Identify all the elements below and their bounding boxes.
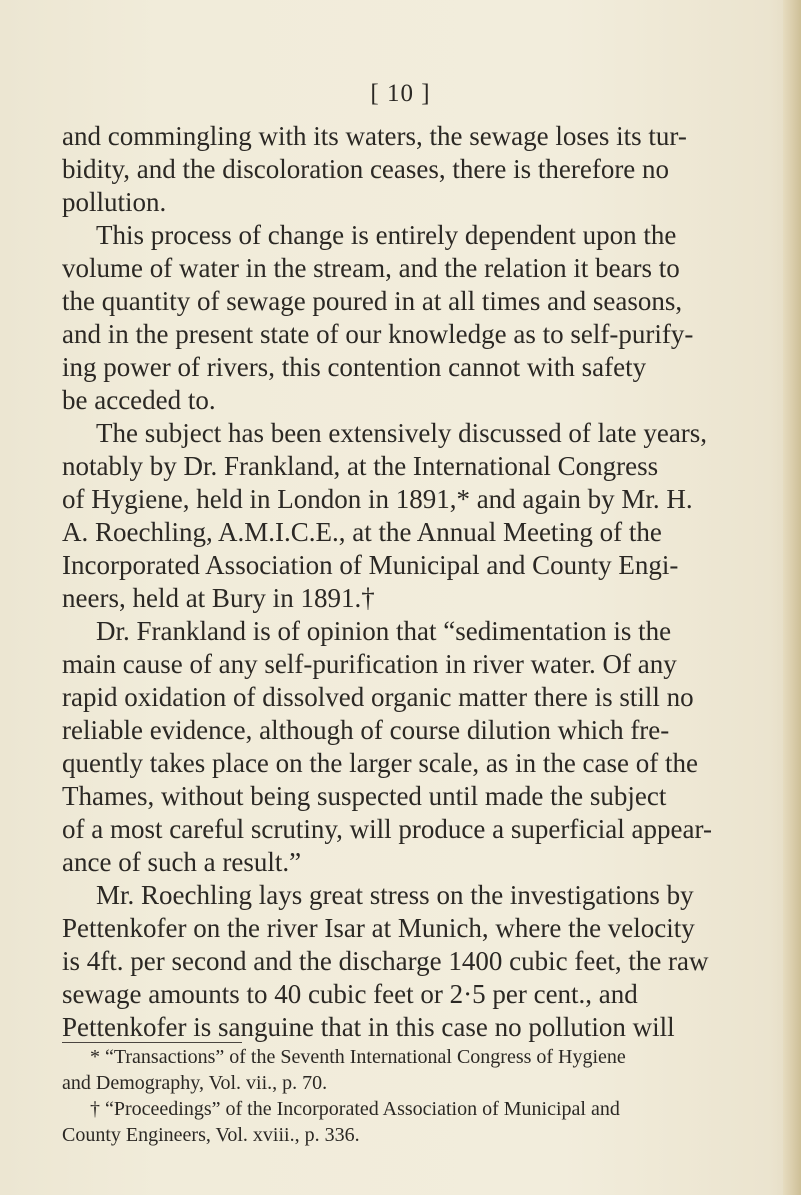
body-line: neers, held at Bury in 1891.† [62, 583, 375, 613]
body-line: The subject has been extensively discussed of late years, [96, 418, 708, 448]
body-line: rapid oxidation of dissolved organic matter there is still no [62, 682, 694, 712]
body-line: volume of water in the stream, and the relation it bears to [62, 253, 680, 283]
body-line: of Hygiene, held in London in 1891,* and again by Mr. H. [62, 484, 693, 514]
body-line: the quantity of sewage poured in at all times and seasons, [62, 286, 683, 316]
body-line: ance of such a result.” [62, 847, 302, 877]
body-line: reliable evidence, although of course dilution which fre- [62, 715, 670, 745]
body-line: pollution. [62, 187, 167, 217]
footnote-line: * “Transactions” of the Seventh International Congress of Hygiene [90, 1046, 626, 1068]
body-line: Pettenkofer on the river Isar at Munich, where the velocity [62, 913, 695, 943]
footnote-line: † “Proceedings” of the Incorporated Association of Municipal and [90, 1098, 620, 1120]
body-line: Pettenkofer is sanguine that in this case no pollution will [62, 1012, 675, 1042]
page-edge-shadow [783, 0, 801, 1195]
body-line: of a most careful scrutiny, will produce a superficial appear- [62, 814, 712, 844]
body-line: notably by Dr. Frankland, at the International Congress [62, 451, 659, 481]
footnote-line: and Demography, Vol. vii., p. 70. [62, 1072, 328, 1094]
body-line: This process of change is entirely dependent upon the [96, 220, 677, 250]
body-line: Mr. Roechling lays great stress on the investigations by [96, 880, 694, 910]
footnote-line: County Engineers, Vol. xviii., p. 336. [62, 1124, 360, 1146]
body-line: and commingling with its waters, the sewage loses its tur- [62, 121, 687, 151]
body-line: bidity, and the discoloration ceases, there is therefore no [62, 154, 670, 184]
body-line: main cause of any self-purification in river water. Of any [62, 649, 677, 679]
body-line: Incorporated Association of Municipal and County Engi- [62, 550, 679, 580]
body-line: and in the present state of our knowledge as to self-purify- [62, 319, 694, 349]
body-line: be acceded to. [62, 385, 216, 415]
body-line: ing power of rivers, this contention cannot with safety [62, 352, 647, 382]
body-line: Thames, without being suspected until made the subject [62, 781, 667, 811]
body-line: A. Roechling, A.M.I.C.E., at the Annual Meeting of the [62, 517, 662, 547]
footnote-rule [62, 1042, 242, 1043]
body-line: is 4ft. per second and the discharge 1400 cubic feet, the raw [62, 946, 709, 976]
body-line: sewage amounts to 40 cubic feet or 2·5 per cent., and [62, 979, 638, 1009]
body-line: quently takes place on the larger scale, as in the case of the [62, 748, 698, 778]
body-line: Dr. Frankland is of opinion that “sedimentation is the [96, 616, 672, 646]
page-number: [ 10 ] [370, 80, 431, 107]
